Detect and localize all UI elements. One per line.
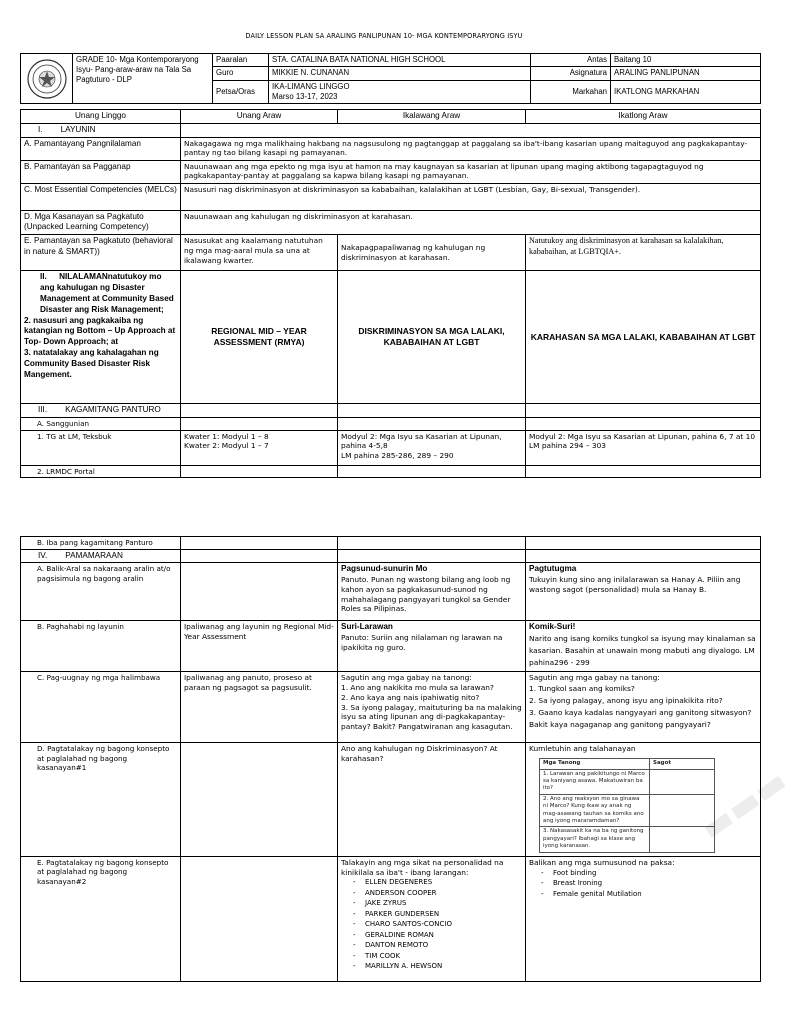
inner-header-answer: Sagot (650, 759, 715, 769)
text-pamantayan-pagganap: Nauunawaan ang mga epekto ng mga isyu at hamon na may kaugnayan sa kasarian at lipunan upang maging aktibong tagapagtaguyod ng pagkakapantay-pantay at paggalang sa kapwa bilang kasapi ng pamayanan. (181, 160, 761, 183)
label-paghahabi: B. Paghahabi ng layunin (21, 621, 181, 672)
empty-cell (181, 856, 338, 981)
personalities-intro: Talakayin ang mga sikat na personalidad na kinikilala sa iba't - ibang larangan: (341, 857, 504, 877)
list-item: - Breast Ironing (541, 878, 757, 889)
lesson-table-part2 (20, 536, 795, 982)
text-melcs: Nasusuri nag diskriminasyon at diskriminasyon sa kababaihan, kalalakihan at LGBT (Lesbian, Gay, Bi-sexual, Transgender). (181, 183, 761, 210)
empty-cell (181, 743, 338, 856)
paghahabi-day3 (526, 621, 761, 672)
label-pagtatalakay-1: D. Pagtatalakay ng bagong konsepto at paglalahad ng bagong kasanayan#1 (21, 743, 181, 856)
section-kagamitan (21, 404, 181, 418)
header-value-quarter: IKATLONG MARKAHAN (611, 80, 761, 104)
pag-uugnay-day3 (526, 672, 761, 743)
pagtatalakay2-day2 (338, 856, 526, 981)
personalities-list (341, 877, 522, 972)
label-lrmdc: 2. LRMDC Portal (21, 465, 181, 478)
empty-cell (526, 549, 761, 563)
header-label-level: Antas (531, 54, 611, 67)
e-day2: Nakapagpapaliwanag ng kahulugan ng diskriminasyon at karahasan. (338, 235, 526, 271)
nilalaman-day2: DISKRIMINASYON SA MGA LALAKI, KABABAIHAN AT LGBT (338, 271, 526, 404)
section-title: KAGAMITANG PANTURO (65, 405, 161, 415)
text-pamantayang-pangnilalaman: Nakagagawa ng mga malikhaing hakbang na nagsusulong ng pagtanggap at paggalang sa iba't-ibang kasarian upang maitaguyod ang pagkakapantay-pantay ng tao bilang kasapi ng pamayanan. (181, 137, 761, 160)
tg-day1: Kwater 1: Modyul 1 – 8 Kwater 2: Modyul 1 – 7 (181, 430, 338, 465)
section-title: LAYUNIN (60, 124, 96, 134)
watermark-graphic: ▬▬▬ (692, 761, 795, 850)
label-iba-pang-kagamitan: B. Iba pang kagamitang Panturo (21, 537, 181, 550)
empty-cell (181, 563, 338, 621)
inner-answer-blank[interactable] (650, 769, 715, 794)
deped-seal-cell (21, 54, 73, 104)
empty-cell (181, 404, 338, 418)
inner-answer-blank[interactable] (650, 794, 715, 827)
list-item: - MARILLYN A. HEWSON (353, 961, 522, 972)
section-roman: IV. (38, 550, 48, 560)
lesson-table-part1 (20, 109, 761, 478)
label-sanggunian: A. Sanggunian (21, 418, 181, 431)
header-value-date: IKA-LIMANG LINGGO Marso 13-17, 2023 (269, 80, 531, 104)
section-title: PAMAMARAAN (65, 550, 123, 560)
activity-text: Panuto: Suriin ang nilalaman ng larawan na ipakikita ng guro. (341, 633, 503, 652)
header-label-teacher: Guro (213, 67, 269, 80)
inner-question: 1. Larawan ang pakikitungo ni Marco sa kaniyang asawa. Makatuwiran ba ito? (540, 769, 650, 794)
empty-cell (338, 549, 526, 563)
questions-intro: Sagutin ang mga gabay na tanong: (529, 673, 660, 683)
column-header-day2: Ikalawang Araw (338, 110, 526, 124)
balik-aral-day3 (526, 563, 761, 621)
list-item: - ELLEN DEGENERES (353, 877, 522, 888)
header-value-level: Baitang 10 (611, 54, 761, 67)
column-header-day3: Ikatlong Araw (526, 110, 761, 124)
nilalaman-text-c: 3. natatalakay ang kahalagahan ng Community Based Disaster Risk Mangement. (24, 348, 159, 379)
grade-text: GRADE 10- Mga Kontemporaryong Isyu- Pang-araw-araw na Tala Sa Pagtuturo - DLP (73, 54, 213, 104)
section-layunin (21, 123, 181, 137)
empty-cell (338, 418, 526, 431)
empty-cell (338, 465, 526, 478)
header-label-subject: Asignatura (531, 67, 611, 80)
label-balik-aral: A. Balik-Aral sa nakaraang aralin at/o pagsisimula ng bagong aralin (21, 563, 181, 621)
e-day3: Natutukoy ang diskriminasyon at karahasan sa kalalakihan, kababaihan, at LGBTQIA+. (526, 235, 761, 271)
activity-title: Pagtutugma (529, 564, 577, 574)
section-roman: III. (38, 405, 48, 415)
table-instruction: Kumletuhin ang talahanayan (529, 744, 636, 754)
list-item: - Foot binding (541, 868, 757, 879)
topics-intro: Balikan ang mga sumusunod na paksa: (529, 857, 675, 867)
question-item: 1. Tungkol saan ang komiks? (529, 684, 635, 694)
question-item: 2. Ano kaya ang nais ipahiwatig nito? (341, 692, 480, 702)
header-label-date: Petsa/Oras (213, 80, 269, 104)
nilalaman-text-b: 2. nasusuri ang pagkakaiba ng katangian ng Bottom – Up Approach at Top- Down Approach; at (24, 315, 176, 347)
header-table (20, 53, 761, 104)
header-value-teacher: MIKKIE N. CUNANAN (269, 67, 531, 80)
section-pamamaraan (21, 549, 181, 563)
question-item: 1. Ano ang nakikita mo mula sa larawan? (341, 683, 494, 693)
nilalaman-day3: KARAHASAN SA MGA LALAKI, KABABAIHAN AT LGBT (526, 271, 761, 404)
header-label-quarter: Markahan (531, 80, 611, 104)
empty-cell (526, 418, 761, 431)
text-kasanayan: Nauunawaan ang kahulugan ng diskriminasyon at karahasan. (181, 210, 761, 235)
nilalaman-row-a (24, 272, 177, 315)
label-pag-uugnay: C. Pag-uugnay ng mga halimbawa (21, 672, 181, 743)
pag-uugnay-day1: Ipaliwanag ang panuto, proseso at paraan ng pagsagot sa pagsusulit. (181, 672, 338, 743)
nilalaman-roman: II. (40, 272, 47, 282)
nilalaman-text-a: NILALAMANnatutukoy mo ang kahulugan ng Disaster Management at Community Based Disaster ang Risk Management; (40, 272, 174, 314)
label-kasanayan: D. Mga Kasanayan sa Pagkatuto (Unpacked Learning Competency) (21, 210, 181, 235)
question-item: 3. Gaano kaya kadalas nangyayari ang ganitong sitwasyon? Bakit kaya nagaganap ang ganitong pangyayari? (529, 707, 752, 729)
tg-day3: Modyul 2: Mga Isyu sa Kasarian at Lipunan, pahina 6, 7 at 10 LM pahina 294 – 303 (526, 430, 761, 465)
label-pagtatalakay-2: E. Pagtatalakay ng bagong konsepto at paglalahad ng bagong kasanayan#2 (21, 856, 181, 981)
empty-cell (181, 549, 338, 563)
empty-cell (338, 537, 526, 550)
e-day1: Nasusukat ang kaalamang natutuhan ng mga mag-aaral mula sa una at ikalawang kwarter. (181, 235, 338, 271)
empty-cell (181, 465, 338, 478)
empty-cell (526, 537, 761, 550)
label-pamantayan-pagganap: B. Pamantayan sa Pagganap (21, 160, 181, 183)
paghahabi-day1: Ipaliwanag ang layunin ng Regional Mid-Year Assessment (181, 621, 338, 672)
nilalaman-cell (21, 271, 181, 404)
activity-text: Tukuyin kung sino ang inilalarawan sa Hanay A. Piliin ang wastong sagot (personalidad) mula sa Hanay B. (529, 575, 741, 594)
pagtatalakay1-day3 (526, 743, 795, 856)
pagtatalakay1-day2: Ano ang kahulugan ng Diskriminasyon? At karahasan? (338, 743, 526, 856)
comic-question-table (539, 758, 715, 853)
label-pamantayan-pagkatuto: E. Pamantayan sa Pagkatuto (behavioral in nature & SMART)) (21, 235, 181, 271)
nilalaman-day1: REGIONAL MID – YEAR ASSESSMENT (RMYA) (181, 271, 338, 404)
list-item: - ANDERSON COOPER (353, 888, 522, 899)
list-item: - PARKER GUNDERSEN (353, 909, 522, 920)
empty-cell (526, 404, 761, 418)
document-title: DAILY LESSON PLAN SA ARALING PANLIPUNAN 10- MGA KONTEMPORARYONG ISYU (245, 32, 523, 40)
topics-list (529, 868, 757, 900)
header-value-subject: ARALING PANLIPUNAN (611, 67, 761, 80)
activity-text: Panuto. Punan ng wastong bilang ang loob ng kahon ayon sa pagkakasunud-sunod ng mahahalagang pangyayari tungkol sa Gender Roles sa Pilipinas. (341, 575, 511, 614)
activity-title: Suri-Larawan (341, 622, 393, 632)
label-tg-lm: 1. TG at LM, Teksbuk (21, 430, 181, 465)
inner-header-question: Mga Tanong (540, 759, 650, 769)
list-item: - CHARO SANTOS-CONCIO (353, 919, 522, 930)
empty-cell (181, 123, 761, 137)
list-item: - Female genital Mutilation (541, 889, 757, 900)
list-item: - GERALDINE ROMAN (353, 930, 522, 941)
pag-uugnay-day2 (338, 672, 526, 743)
activity-title: Komik-Suri! (529, 622, 576, 632)
balik-aral-day2 (338, 563, 526, 621)
column-header-week: Unang Linggo (21, 110, 181, 124)
inner-question: 3. Nakasasakit ka na ba ng ganitong pangyayari? Ibahagi sa klase ang iyong karanasan. (540, 827, 650, 852)
label-melcs: C. Most Essential Competencies (MELCs) (21, 183, 181, 210)
list-item: - TIM COOK (353, 951, 522, 962)
section-roman: I. (38, 124, 43, 134)
activity-text: Narito ang isang komiks tungkol sa isyung may kinalaman sa kasarian. Basahin at unawain mong mabuti ang diyalogo. LM pahina296 - 299 (529, 634, 756, 667)
empty-cell (526, 465, 761, 478)
header-label-school: Paaralan (213, 54, 269, 67)
empty-cell (338, 404, 526, 418)
header-value-school: STA. CATALINA BATA NATIONAL HIGH SCHOOL (269, 54, 531, 67)
empty-cell (181, 537, 338, 550)
question-item: 2. Sa iyong palagay, anong isyu ang ipinakikita rito? (529, 695, 723, 705)
inner-answer-blank[interactable] (650, 827, 715, 852)
tg-day2: Modyul 2: Mga Isyu sa Kasarian at Lipunan, pahina 4-5,8 LM pahina 285-286, 289 – 290 (338, 430, 526, 465)
activity-title: Pagsunud-sunurin Mo (341, 564, 428, 574)
inner-question: 2. Ano ang reaksyon mo sa ginawa ni Marco? Kung ikaw ay anak ng mag-asawang tauhan sa komiks ano ang iyong mararamdaman? (540, 794, 650, 827)
pagtatalakay2-day3 (526, 856, 761, 981)
column-header-day1: Unang Araw (181, 110, 338, 124)
label-pamantayang-pangnilalaman: A. Pamantayang Pangnilalaman (21, 137, 181, 160)
list-item: - DANTON REMOTO (353, 940, 522, 951)
list-item: - JAKE ZYRUS (353, 898, 522, 909)
questions-intro: Sagutin ang mga gabay na tanong: (341, 673, 472, 683)
empty-cell (181, 418, 338, 431)
deped-seal-icon (26, 58, 68, 100)
paghahabi-day2 (338, 621, 526, 672)
question-item: 3. Sa iyong palagay, maituturing ba na malaking isyu sa ating lipunan ang di-pagkakapantay-pantay? Bakit? Pangatwiranan ang kasagutan. (341, 702, 522, 732)
